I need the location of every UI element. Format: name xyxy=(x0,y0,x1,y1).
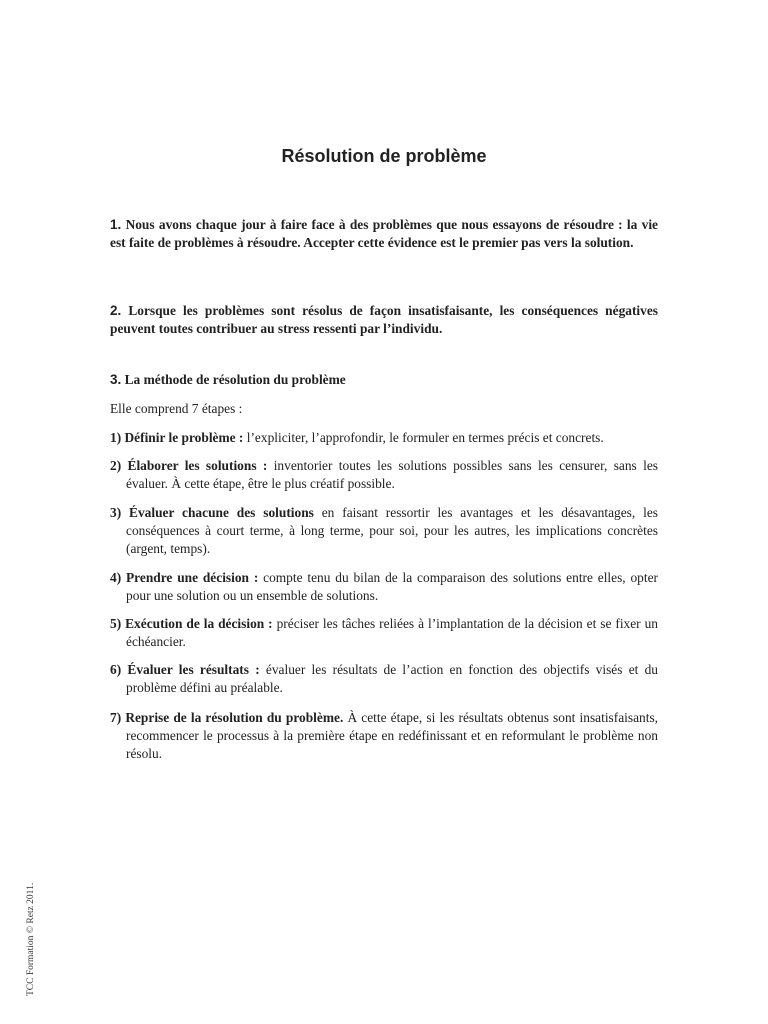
step-2 xyxy=(110,457,658,493)
step-6-label: Évaluer les résultats : xyxy=(127,662,260,677)
paragraph-1-number: 1. xyxy=(110,217,122,232)
step-5-text: préciser les tâches reliées à l’implantation de la décision et se fixer un échéancier. xyxy=(126,616,658,649)
step-7-text: À cette étape, si les résultats obtenus sont insatisfaisants, recommencer le processus à la première étape en redéfinissant et en reformulant le problème non résolu. xyxy=(126,710,658,761)
step-5-label: Exécution de la décision : xyxy=(125,616,273,631)
step-2-num: 2) xyxy=(110,458,122,473)
paragraph-2 xyxy=(110,302,658,338)
step-1-text: l’expliciter, l’approfondir, le formuler en termes précis et concrets. xyxy=(243,430,604,445)
copyright-notice: TCC Formation © Retz 2011. xyxy=(26,882,36,996)
paragraph-1 xyxy=(110,216,658,252)
step-6 xyxy=(110,661,658,697)
paragraph-2-text: Lorsque les problèmes sont résolus de façon insatisfaisante, les conséquences négatives peuvent toutes contribuer au stress ressenti par l’individu. xyxy=(110,303,658,336)
step-3-text: en faisant ressortir les avantages et les désavantages, les conséquences à court terme, à long terme, pour soi, pour les autres, les implications concrètes (argent, temps). xyxy=(126,505,658,556)
step-3-label: Évaluer chacune des solutions xyxy=(129,505,314,520)
step-5 xyxy=(110,615,658,651)
step-2-text: inventorier toutes les solutions possibles sans les censurer, sans les évaluer. À cette étape, être le plus créatif possible. xyxy=(126,458,658,491)
step-7 xyxy=(110,709,658,763)
step-4 xyxy=(110,569,658,605)
step-6-text: évaluer les résultats de l’action en fonction des objectifs visés et du problème défini au préalable. xyxy=(126,662,658,695)
steps-intro: Elle comprend 7 étapes : xyxy=(110,401,243,416)
step-5-num: 5) xyxy=(110,616,122,631)
step-1 xyxy=(110,429,658,447)
step-2-label: Élaborer les solutions : xyxy=(127,458,268,473)
paragraph-2-number: 2. xyxy=(110,303,122,318)
step-1-label: Définir le problème : xyxy=(124,430,244,445)
step-4-text: compte tenu du bilan de la comparaison des solutions entre elles, opter pour une solution ou un ensemble de solutions. xyxy=(126,570,658,603)
step-6-num: 6) xyxy=(110,662,122,677)
step-1-num: 1) xyxy=(110,430,122,445)
step-4-num: 4) xyxy=(110,570,122,585)
step-3 xyxy=(110,504,658,558)
section-3-number: 3. xyxy=(110,372,122,387)
paragraph-1-text: Nous avons chaque jour à faire face à des problèmes que nous essayons de résoudre : la vie est faite de problèmes à résoudre. Accepter cette évidence est le premier pas vers la solution. xyxy=(110,217,658,250)
step-7-num: 7) xyxy=(110,710,122,725)
step-3-num: 3) xyxy=(110,505,122,520)
step-7-label: Reprise de la résolution du problème. xyxy=(125,710,344,725)
section-3-title: La méthode de résolution du problème xyxy=(124,372,346,387)
section-3-heading xyxy=(110,371,658,389)
page-title: Résolution de problème xyxy=(281,146,487,166)
step-4-label: Prendre une décision : xyxy=(126,570,259,585)
